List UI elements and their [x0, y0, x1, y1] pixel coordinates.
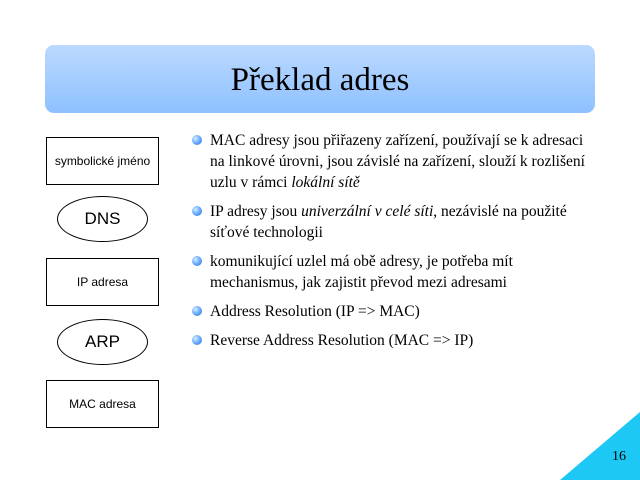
- bullet-text: komunikující uzlel má obě adresy, je potřeba mít mechanismus, jak zajistit převod mezi adresami: [210, 253, 513, 291]
- arp-oval: ARP: [57, 319, 148, 365]
- bullet-text: Reverse Address Resolution (MAC => IP): [210, 332, 474, 349]
- bullet-item: [190, 301, 590, 322]
- bullet-item: [190, 251, 590, 293]
- bullet-item: [190, 201, 590, 243]
- bullet-icon: [192, 335, 202, 345]
- symbolic-name-box: symbolické jméno: [46, 137, 159, 185]
- slide-title: Překlad adres: [230, 61, 410, 98]
- bullet-item: [190, 330, 590, 351]
- bullet-icon: [192, 135, 202, 145]
- bullet-tail: , nezávislé na použité síťové technologii: [210, 203, 567, 241]
- dns-oval: DNS: [57, 196, 148, 242]
- bullet-text: MAC adresy jsou přiřazeny zařízení, používají se k adresaci na linkové úrovni, jsou závislé na zařízení, slouží k rozlišení uzlu v rámci: [210, 132, 585, 191]
- title-banner: [45, 45, 595, 113]
- bullet-icon: [192, 256, 202, 266]
- bullet-list: [190, 130, 590, 359]
- page-number: 16: [612, 449, 626, 464]
- bullet-text: Address Resolution (IP => MAC): [210, 303, 420, 320]
- ip-address-box: IP adresa: [46, 258, 159, 306]
- bullet-icon: [192, 206, 202, 216]
- bullet-icon: [192, 306, 202, 316]
- bullet-text: IP adresy jsou: [210, 203, 302, 220]
- mac-address-box: MAC adresa: [46, 380, 159, 428]
- bullet-emphasis: lokální sítě: [291, 174, 360, 191]
- corner-triangle: [560, 412, 640, 480]
- bullet-emphasis: univerzální v celé síti: [301, 203, 434, 220]
- bullet-item: [190, 130, 590, 193]
